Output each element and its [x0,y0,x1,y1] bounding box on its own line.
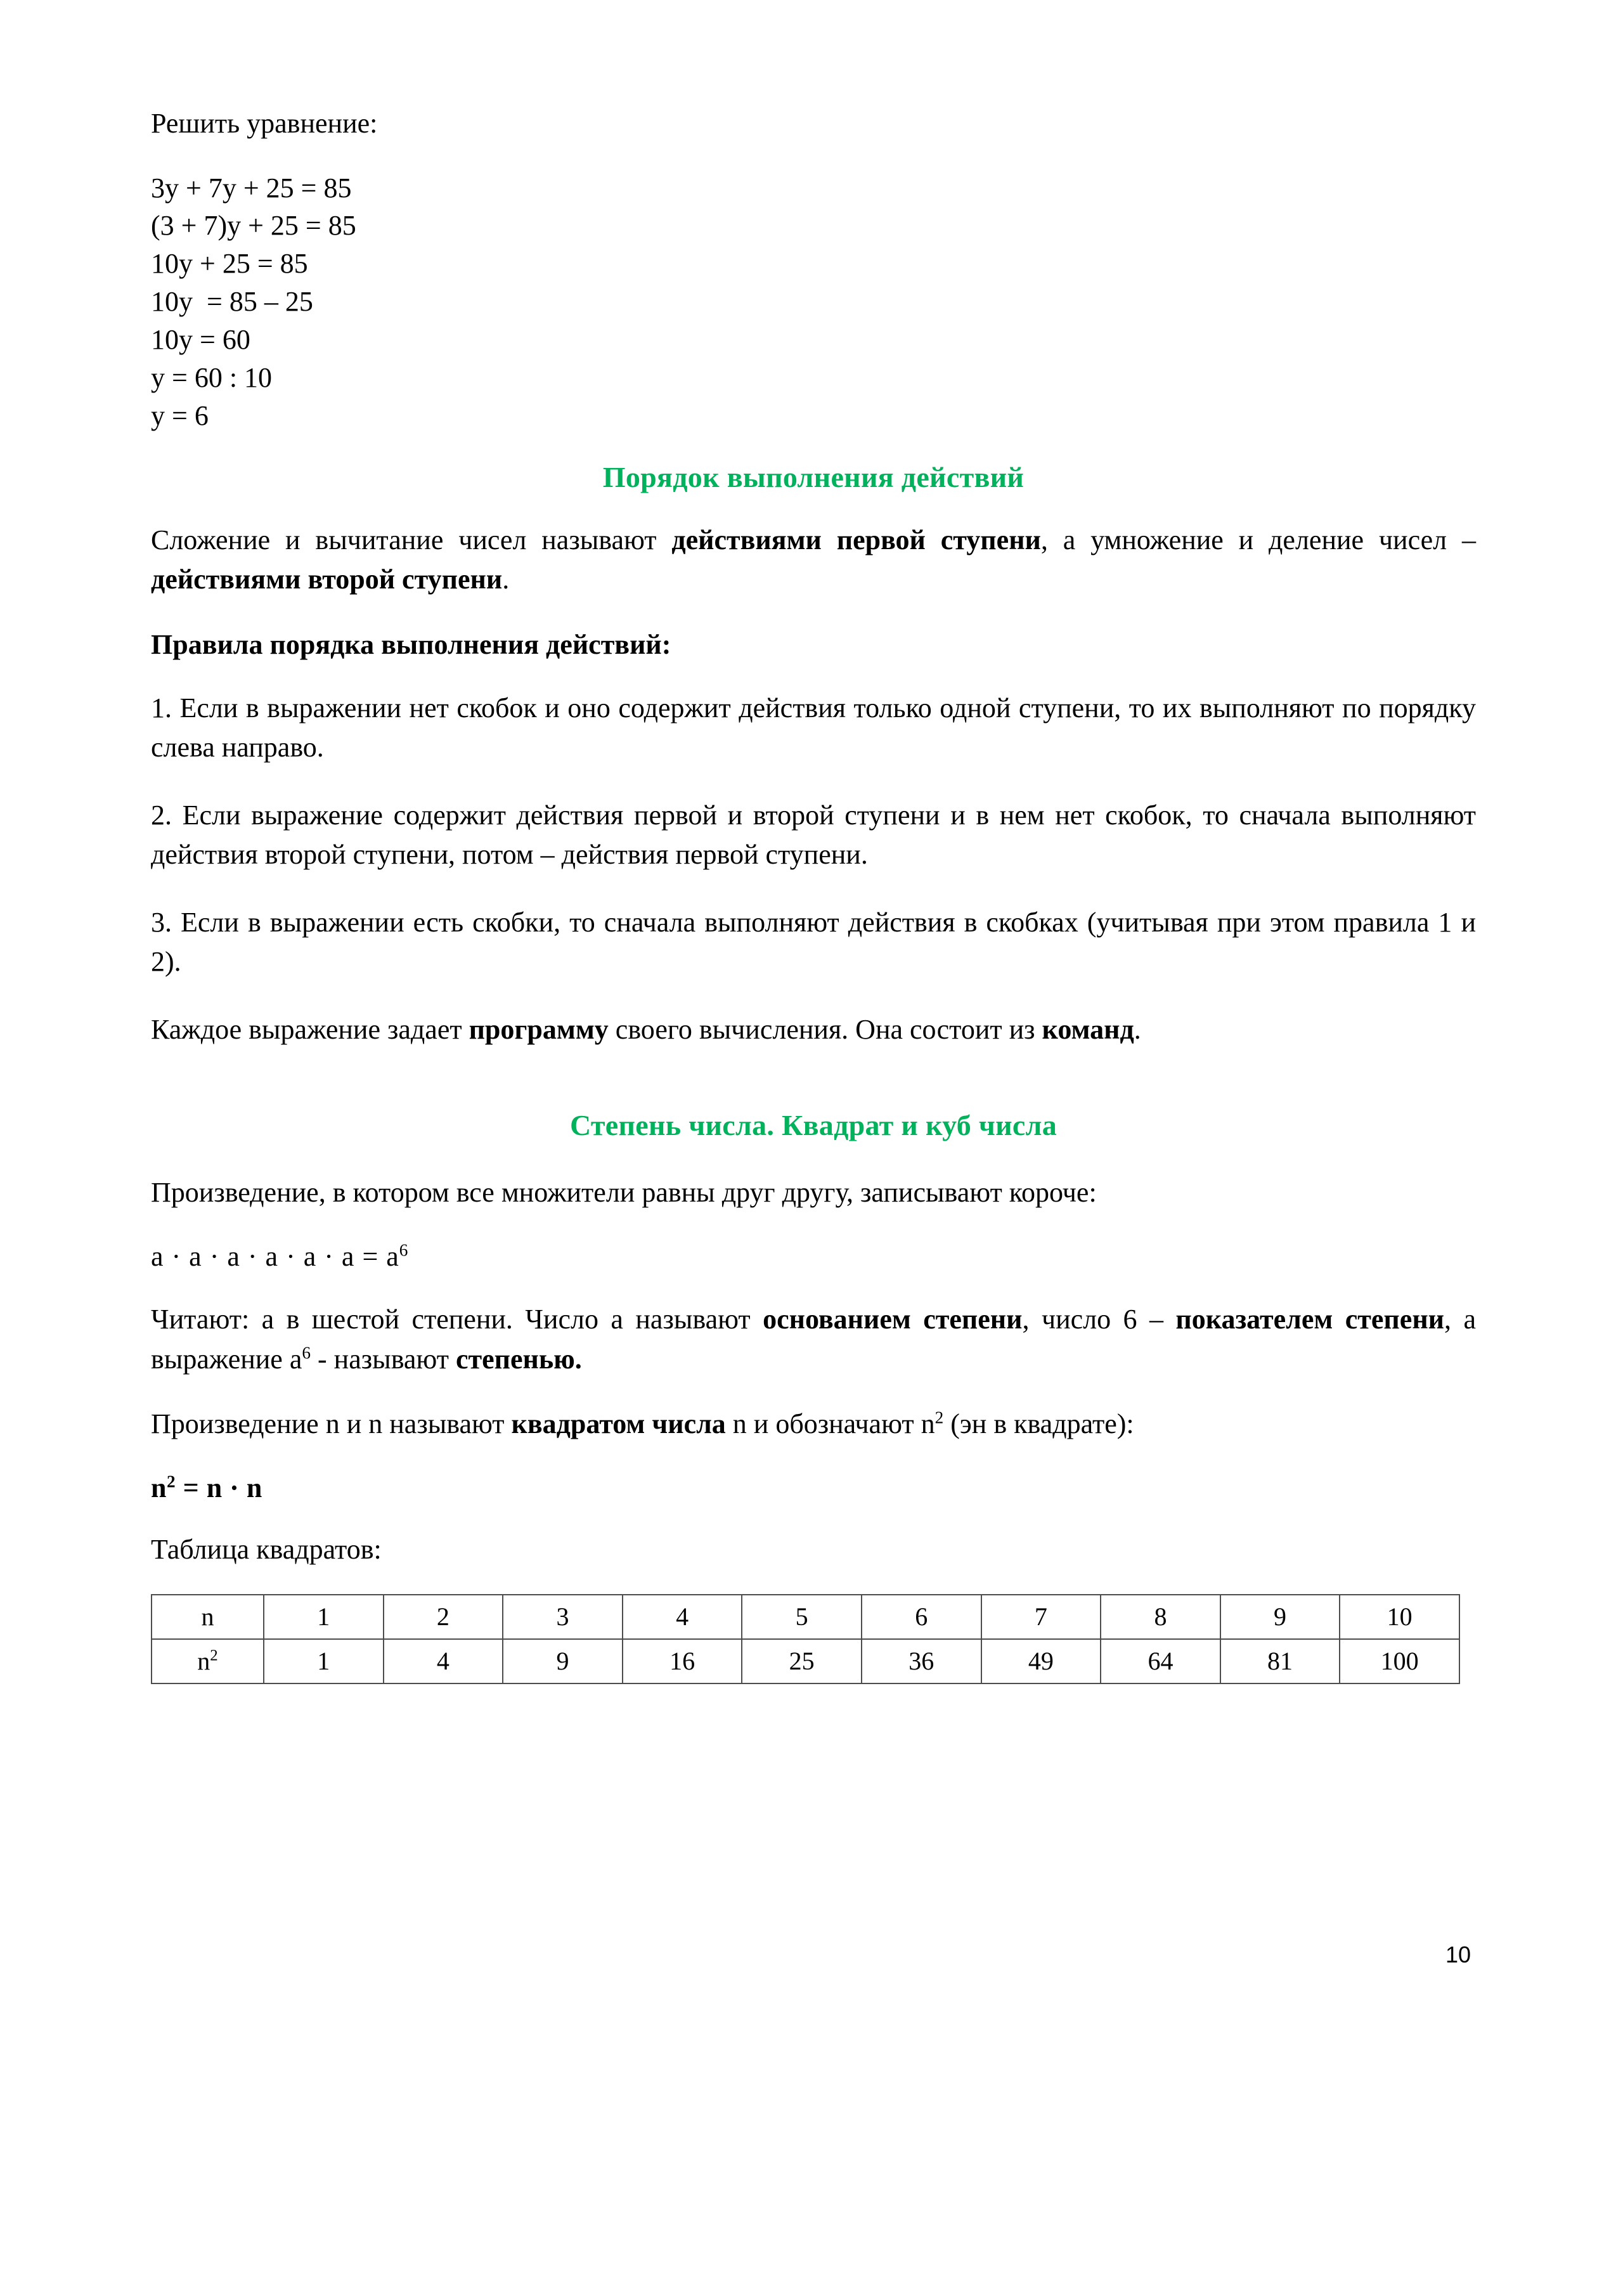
bold-term-base-of-power: основанием степени [763,1304,1023,1335]
equation-line: (3 + 7)y + 25 = 85 [151,210,356,242]
text-fragment: n и обозначают n [725,1408,935,1440]
table-cell-n-squared: 64 [1101,1639,1220,1683]
equation-line: 3y + 7y + 25 = 85 [151,172,352,204]
power-reading-paragraph [151,1300,1476,1379]
equation-line: 10y = 60 [151,323,250,355]
text-fragment: Произведение n и n называют [151,1408,512,1440]
page-content [151,108,1476,1684]
table-cell-n-squared: 4 [384,1639,503,1683]
table-caption: Таблица квадратов: [151,1533,382,1565]
row-label-n: n [152,1595,264,1639]
table-cell-n: 8 [1101,1595,1220,1639]
section-heading-order-of-operations: Порядок выполнения действий [602,461,1025,494]
power-intro-paragraph: Произведение, в котором все множители равны друг другу, записывают короче: [151,1177,1097,1209]
equation-line: y = 6 [151,399,209,431]
text-fragment: . [502,564,510,595]
table-cell-n-squared: 49 [981,1639,1101,1683]
order-closing-paragraph [151,1010,1476,1049]
table-cell-n: 9 [1220,1595,1340,1639]
equation-solution-block [151,169,1476,435]
table-row-n [152,1595,1459,1639]
text-fragment: , число 6 – [1022,1304,1176,1335]
bold-term-exponent: показателем степени [1175,1304,1445,1335]
text-fragment: Каждое выражение задает [151,1013,469,1045]
bold-term-power: степенью. [455,1343,582,1375]
table-cell-n: 2 [384,1595,503,1639]
table-cell-n: 7 [981,1595,1101,1639]
equation-line: 10y = 85 – 25 [151,286,313,318]
table-cell-n: 6 [862,1595,981,1639]
table-cell-n: 3 [503,1595,623,1639]
row-label-base: n [197,1646,210,1675]
text-fragment: Читают: а в шестой степени. Число а называют [151,1304,763,1335]
formula-exponent: 2 [166,1471,176,1491]
bold-term-square-of-number: квадратом числа [511,1408,726,1440]
section-heading-power-of-number: Степень числа. Квадрат и куб числа [569,1109,1057,1142]
rule-item-1: 1. Если в выражении нет скобок и оно содержит действия только одной ступени, то их выполняют по порядку слева направо. [151,692,1476,763]
text-fragment: , а выражение a [151,1304,1476,1375]
formula-square-definition [151,1470,1476,1506]
square-definition-paragraph [151,1404,1476,1444]
formula-base: a · a · a · a · a · a = a [151,1240,399,1272]
rules-title [151,625,1476,665]
bold-term-second-stage: действиями второй ступени [151,564,503,595]
formula-rest: = n · n [176,1472,262,1503]
table-cell-n-squared: 36 [862,1639,981,1683]
text-fragment: , а умножение и деление чисел – [1040,524,1476,555]
rules-title-text: Правила порядка выполнения действий: [151,628,671,660]
page-number: 10 [1445,1942,1471,1968]
table-cell-n-squared: 81 [1220,1639,1340,1683]
formula-exponent: 6 [399,1240,409,1260]
table-cell-n: 5 [742,1595,862,1639]
inline-exponent: 2 [934,1408,944,1427]
table-cell-n: 4 [623,1595,742,1639]
order-intro-paragraph [151,521,1476,600]
table-row-n-squared [152,1639,1459,1683]
bold-term-program: программу [469,1013,609,1045]
table-cell-n-squared: 16 [623,1639,742,1683]
table-cell-n-squared: 1 [264,1639,384,1683]
text-fragment: своего вычисления. Она состоит из [608,1013,1042,1045]
table-cell-n-squared: 100 [1340,1639,1459,1683]
lead-instruction: Решить уравнение: [151,108,378,139]
table-cell-n: 1 [264,1595,384,1639]
table-cell-n: 10 [1340,1595,1459,1639]
rule-item-3: 3. Если в выражении есть скобки, то сначала выполняют действия в скобках (учитывая при этом правила 1 и 2). [151,906,1476,978]
equation-line: 10y + 25 = 85 [151,248,308,280]
inline-exponent: 6 [302,1342,311,1362]
text-fragment: Сложение и вычитание чисел называют [151,524,672,555]
text-fragment: . [1134,1013,1141,1045]
bold-term-commands: команд [1042,1013,1134,1045]
table-cell-n-squared: 9 [503,1639,623,1683]
row-label-exponent: 2 [210,1647,218,1664]
rule-item-2: 2. Если выражение содержит действия первой и второй ступени и в нем нет скобок, то сначала выполняют действия второй ступени, потом – действия первой ступени. [151,799,1476,871]
table-cell-n-squared: 25 [742,1639,862,1683]
text-fragment: - называют [311,1343,456,1375]
bold-term-first-stage: действиями первой ступени [671,524,1041,555]
squares-table [151,1594,1460,1684]
row-label-n-squared [152,1639,264,1683]
text-fragment: (эн в квадрате): [943,1408,1134,1440]
formula-base: n [151,1472,167,1503]
equation-line: y = 60 : 10 [151,361,273,393]
formula-repeated-product [151,1238,1476,1274]
